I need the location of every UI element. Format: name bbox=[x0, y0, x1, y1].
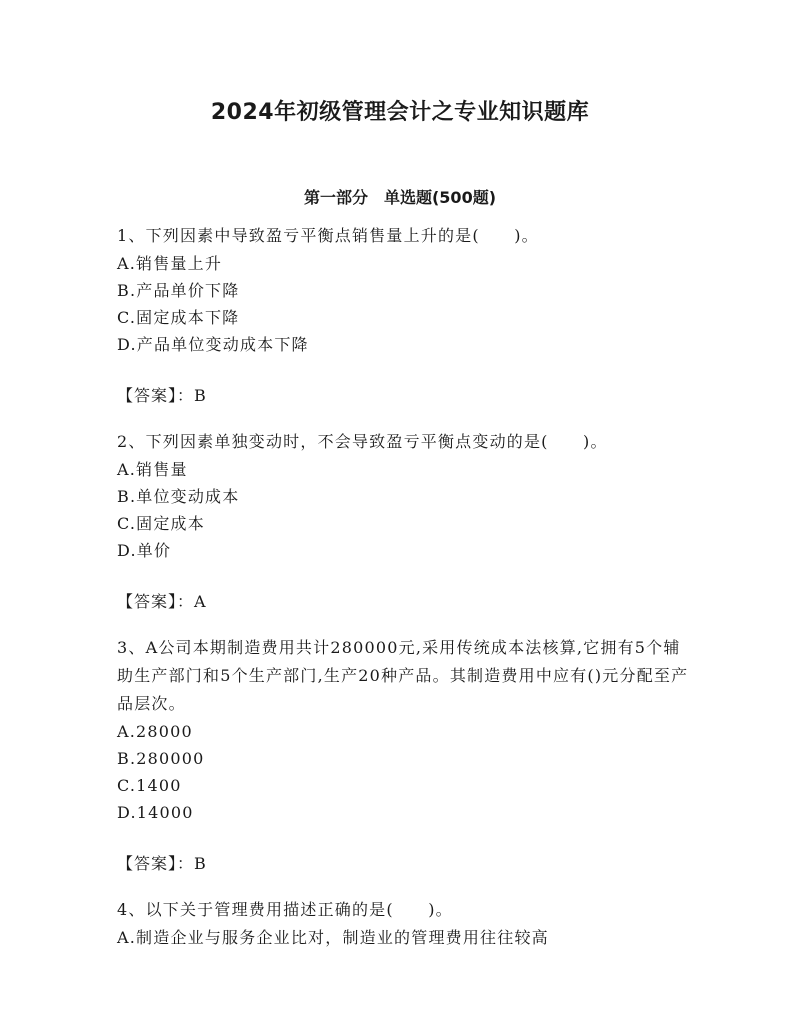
question-item bbox=[117, 222, 692, 410]
question-stem: 1、下列因素中导致盈亏平衡点销售量上升的是( )。 bbox=[117, 226, 539, 245]
question-list bbox=[117, 222, 692, 951]
answer-line bbox=[117, 850, 692, 878]
question-stem: 2、下列因素单独变动时，不会导致盈亏平衡点变动的是( )。 bbox=[117, 432, 608, 451]
answer-label: 【答案】： bbox=[117, 386, 195, 405]
answer-label: 【答案】： bbox=[117, 592, 195, 611]
question-stem: 3、A公司本期制造费用共计280000元,采用传统成本法核算,它拥有5个辅助生产部门和5个生产部门,生产20种产品。其制造费用中应有()元分配至产品层次。 bbox=[117, 638, 689, 713]
option-a: A.销售量 bbox=[117, 460, 188, 479]
option-d: D.14000 bbox=[117, 803, 194, 822]
option-b: B.280000 bbox=[117, 749, 205, 768]
question-item bbox=[117, 428, 692, 616]
option-c: C.固定成本 bbox=[117, 514, 205, 533]
option-a: A.销售量上升 bbox=[117, 254, 223, 273]
answer-line bbox=[117, 588, 692, 616]
answer-line bbox=[117, 382, 692, 410]
section-title: 第一部分 单选题(500题) bbox=[303, 188, 497, 207]
option-b: B.产品单价下降 bbox=[117, 281, 240, 300]
option-c: C.固定成本下降 bbox=[117, 308, 240, 327]
answer-value: A bbox=[194, 592, 207, 611]
option-a: A.28000 bbox=[117, 722, 193, 741]
option-d: D.产品单位变动成本下降 bbox=[117, 335, 309, 354]
page-title: 2024年初级管理会计之专业知识题库 bbox=[210, 100, 590, 125]
answer-value: B bbox=[194, 386, 207, 405]
option-d: D.单价 bbox=[117, 541, 172, 560]
option-a: A.制造企业与服务企业比对，制造业的管理费用往往较高 bbox=[117, 928, 549, 947]
question-item bbox=[117, 634, 692, 878]
option-b: B.单位变动成本 bbox=[117, 487, 240, 506]
question-stem: 4、以下关于管理费用描述正确的是( )。 bbox=[117, 900, 453, 919]
answer-label: 【答案】： bbox=[117, 854, 195, 873]
answer-value: B bbox=[194, 854, 207, 873]
question-item bbox=[117, 896, 692, 951]
option-c: C.1400 bbox=[117, 776, 182, 795]
